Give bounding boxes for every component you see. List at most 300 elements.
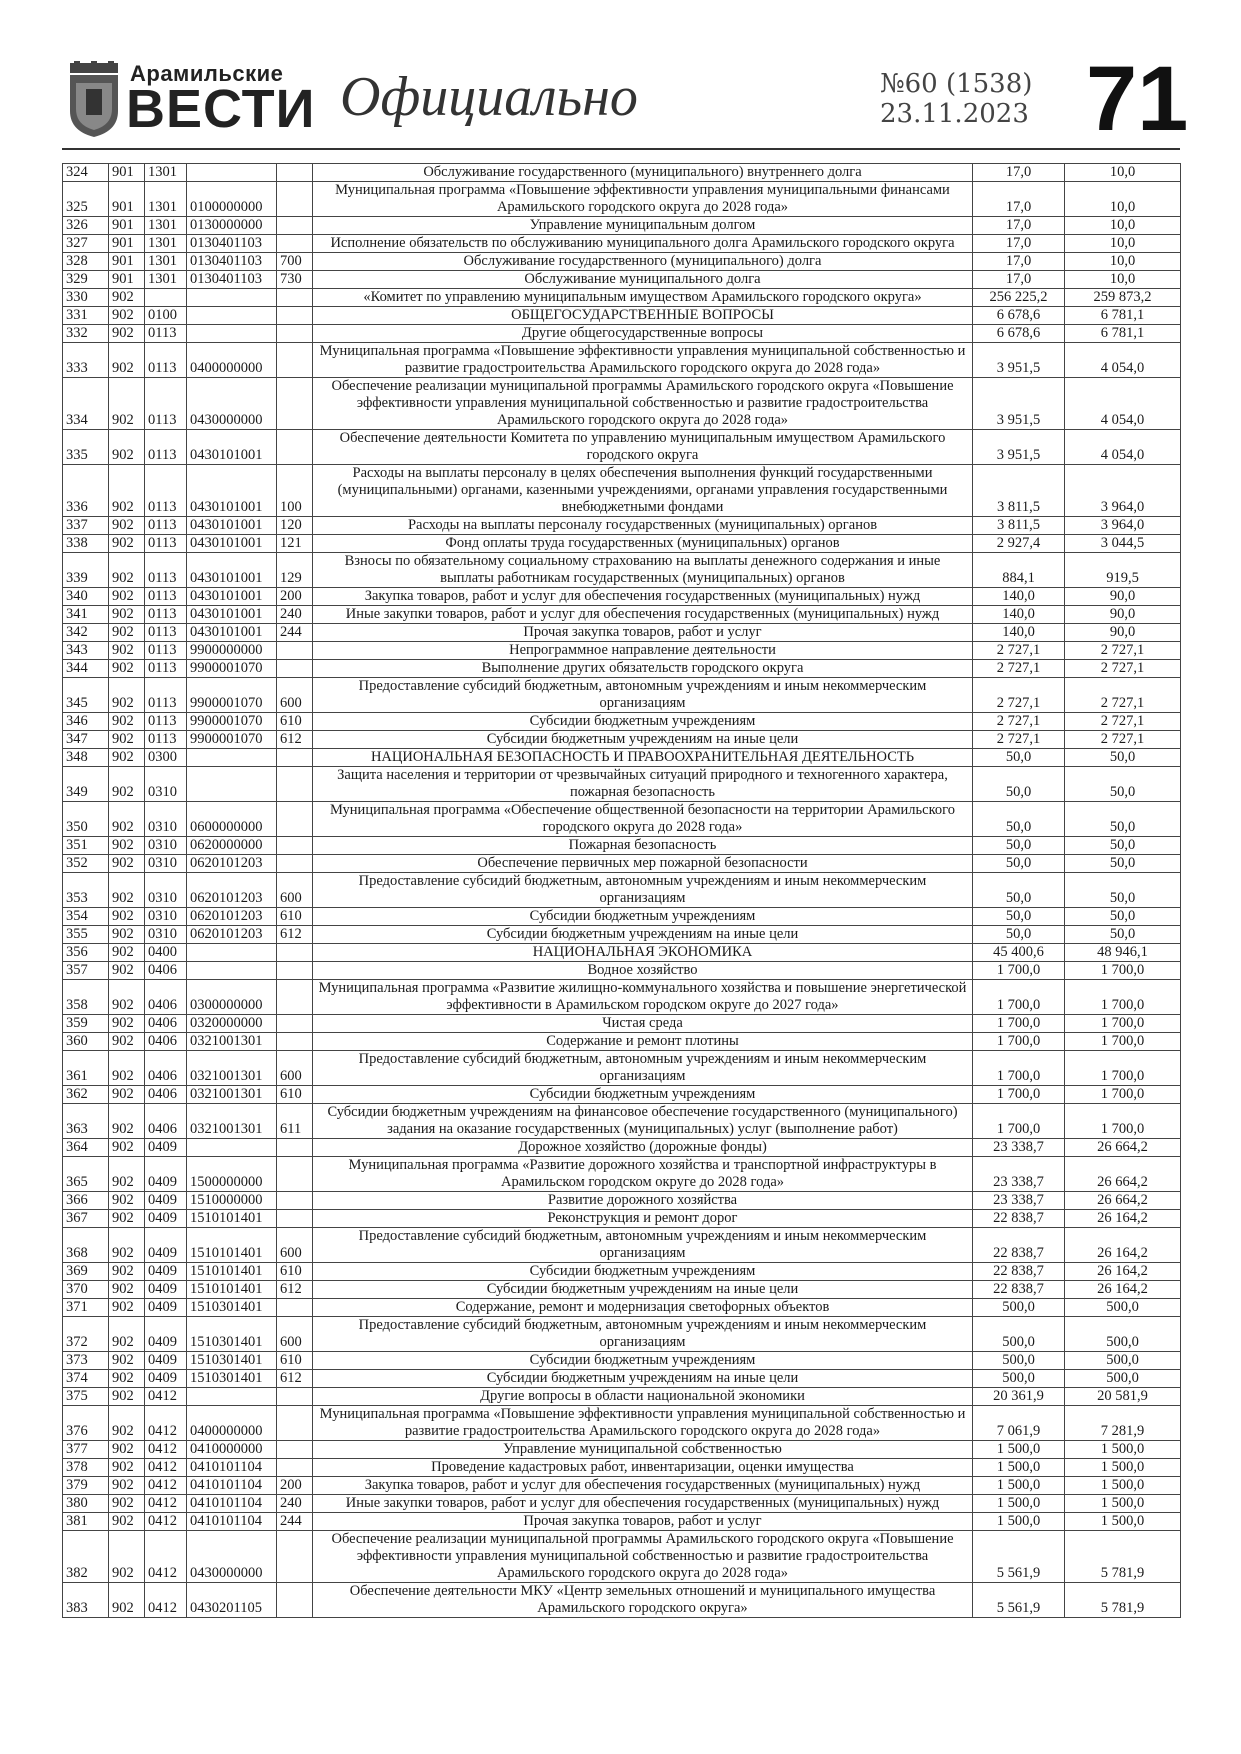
amount-2026-cell: 10,0 (1065, 182, 1181, 217)
amount-2026-cell: 4 054,0 (1065, 430, 1181, 465)
target-code-cell (187, 307, 277, 325)
section-code-cell: 1301 (145, 235, 187, 253)
expense-type-cell (277, 767, 313, 802)
row-number-cell: 345 (63, 678, 109, 713)
section-code-cell: 0409 (145, 1317, 187, 1352)
description-cell: Другие общегосударственные вопросы (313, 325, 973, 343)
expense-type-cell (277, 944, 313, 962)
description-cell: Водное хозяйство (313, 962, 973, 980)
ministry-code-cell: 902 (109, 553, 145, 588)
row-number-cell: 339 (63, 553, 109, 588)
table-row (63, 749, 1181, 767)
amount-2026-cell: 5 781,9 (1065, 1583, 1181, 1618)
row-number-cell: 328 (63, 253, 109, 271)
amount-2026-cell: 2 727,1 (1065, 678, 1181, 713)
expense-type-cell: 612 (277, 1281, 313, 1299)
amount-2025-cell: 256 225,2 (973, 289, 1065, 307)
expense-type-cell: 240 (277, 606, 313, 624)
ministry-code-cell: 902 (109, 1406, 145, 1441)
description-cell: Закупка товаров, работ и услуг для обеспечения государственных (муниципальных) нужд (313, 1477, 973, 1495)
expense-type-cell (277, 430, 313, 465)
ministry-code-cell: 902 (109, 713, 145, 731)
table-row (63, 908, 1181, 926)
table-row (63, 1531, 1181, 1583)
ministry-code-cell: 901 (109, 271, 145, 289)
description-cell: Муниципальная программа «Развитие дорожного хозяйства и транспортной инфраструктуры в Арамильском городском округе до 2028 года» (313, 1157, 973, 1192)
amount-2025-cell: 17,0 (973, 271, 1065, 289)
row-number-cell: 347 (63, 731, 109, 749)
target-code-cell: 0620000000 (187, 837, 277, 855)
amount-2026-cell: 1 700,0 (1065, 1033, 1181, 1051)
row-number-cell: 367 (63, 1210, 109, 1228)
ministry-code-cell: 902 (109, 1263, 145, 1281)
amount-2025-cell: 2 727,1 (973, 731, 1065, 749)
table-row (63, 660, 1181, 678)
amount-2026-cell: 4 054,0 (1065, 343, 1181, 378)
expense-type-cell (277, 1459, 313, 1477)
ministry-code-cell: 902 (109, 307, 145, 325)
description-cell: Субсидии бюджетным учреждениям (313, 1352, 973, 1370)
ministry-code-cell: 902 (109, 1388, 145, 1406)
description-cell: Муниципальная программа «Повышение эффективности управления муниципальными финансами Арамильского городского округа до 2028 года» (313, 182, 973, 217)
target-code-cell: 1510301401 (187, 1317, 277, 1352)
target-code-cell: 0430101001 (187, 624, 277, 642)
amount-2026-cell: 2 727,1 (1065, 660, 1181, 678)
amount-2025-cell: 2 927,4 (973, 535, 1065, 553)
target-code-cell: 0130000000 (187, 217, 277, 235)
section-code-cell: 0406 (145, 962, 187, 980)
section-code-cell: 0113 (145, 553, 187, 588)
amount-2025-cell: 50,0 (973, 908, 1065, 926)
ministry-code-cell: 902 (109, 1033, 145, 1051)
ministry-code-cell: 902 (109, 926, 145, 944)
amount-2026-cell: 4 054,0 (1065, 378, 1181, 430)
description-cell: Пожарная безопасность (313, 837, 973, 855)
ministry-code-cell: 902 (109, 1495, 145, 1513)
amount-2026-cell: 1 500,0 (1065, 1513, 1181, 1531)
row-number-cell: 351 (63, 837, 109, 855)
row-number-cell: 332 (63, 325, 109, 343)
expense-type-cell (277, 1531, 313, 1583)
expense-type-cell (277, 378, 313, 430)
row-number-cell: 383 (63, 1583, 109, 1618)
target-code-cell: 0430101001 (187, 430, 277, 465)
target-code-cell: 0430201105 (187, 1583, 277, 1618)
row-number-cell: 371 (63, 1299, 109, 1317)
section-code-cell: 0412 (145, 1406, 187, 1441)
amount-2026-cell: 1 700,0 (1065, 1104, 1181, 1139)
amount-2026-cell: 1 700,0 (1065, 1015, 1181, 1033)
ministry-code-cell: 902 (109, 1086, 145, 1104)
expense-type-cell: 610 (277, 1263, 313, 1281)
row-number-cell: 331 (63, 307, 109, 325)
ministry-code-cell: 902 (109, 343, 145, 378)
table-row (63, 837, 1181, 855)
row-number-cell: 342 (63, 624, 109, 642)
target-code-cell (187, 1388, 277, 1406)
section-code-cell: 0310 (145, 837, 187, 855)
amount-2025-cell: 1 500,0 (973, 1495, 1065, 1513)
table-row (63, 1157, 1181, 1192)
section-code-cell: 0409 (145, 1139, 187, 1157)
section-code-cell: 1301 (145, 182, 187, 217)
description-cell: Предоставление субсидий бюджетным, автономным учреждениям и иным некоммерческим организациям (313, 1317, 973, 1352)
target-code-cell: 0410101104 (187, 1477, 277, 1495)
description-cell: Обеспечение реализации муниципальной программы Арамильского городского округа «Повышение эффективности управления муниципальной собственностью и развитие градостроительства Арамильского городского округа до 2028 года» (313, 378, 973, 430)
row-number-cell: 359 (63, 1015, 109, 1033)
amount-2026-cell: 919,5 (1065, 553, 1181, 588)
section-code-cell: 0409 (145, 1370, 187, 1388)
amount-2025-cell: 6 678,6 (973, 325, 1065, 343)
ministry-code-cell: 902 (109, 731, 145, 749)
section-code-cell: 0113 (145, 378, 187, 430)
target-code-cell: 0320000000 (187, 1015, 277, 1033)
section-code-cell: 0409 (145, 1281, 187, 1299)
expense-type-cell: 700 (277, 253, 313, 271)
section-code-cell: 0113 (145, 731, 187, 749)
amount-2025-cell: 22 838,7 (973, 1263, 1065, 1281)
expense-type-cell (277, 307, 313, 325)
table-row (63, 1406, 1181, 1441)
section-code-cell: 1301 (145, 217, 187, 235)
row-number-cell: 335 (63, 430, 109, 465)
table-row (63, 731, 1181, 749)
description-cell: Муниципальная программа «Развитие жилищно-коммунального хозяйства и повышение энергетической эффективности в Арамильском городском округе до 2027 года» (313, 980, 973, 1015)
amount-2026-cell: 1 500,0 (1065, 1441, 1181, 1459)
amount-2025-cell: 1 700,0 (973, 1104, 1065, 1139)
amount-2025-cell: 500,0 (973, 1317, 1065, 1352)
table-row (63, 873, 1181, 908)
amount-2026-cell: 90,0 (1065, 588, 1181, 606)
table-row (63, 1210, 1181, 1228)
target-code-cell (187, 164, 277, 182)
description-cell: Чистая среда (313, 1015, 973, 1033)
description-cell: Защита населения и территории от чрезвычайных ситуаций природного и техногенного характера, пожарная безопасность (313, 767, 973, 802)
description-cell: Субсидии бюджетным учреждениям на иные цели (313, 1370, 973, 1388)
table-row (63, 1033, 1181, 1051)
target-code-cell: 0620101203 (187, 855, 277, 873)
description-cell: Прочая закупка товаров, работ и услуг (313, 1513, 973, 1531)
table-row (63, 980, 1181, 1015)
amount-2025-cell: 1 700,0 (973, 1015, 1065, 1033)
ministry-code-cell: 902 (109, 944, 145, 962)
table-row (63, 517, 1181, 535)
section-code-cell: 0113 (145, 678, 187, 713)
ministry-code-cell: 902 (109, 1281, 145, 1299)
description-cell: Управление муниципальной собственностью (313, 1441, 973, 1459)
amount-2026-cell: 90,0 (1065, 606, 1181, 624)
expense-type-cell (277, 235, 313, 253)
section-code-cell: 0113 (145, 606, 187, 624)
table-row (63, 588, 1181, 606)
expense-type-cell: 612 (277, 731, 313, 749)
section-code-cell: 0409 (145, 1299, 187, 1317)
ministry-code-cell: 902 (109, 1157, 145, 1192)
target-code-cell: 0410101104 (187, 1495, 277, 1513)
target-code-cell: 0430101001 (187, 553, 277, 588)
ministry-code-cell: 902 (109, 1441, 145, 1459)
amount-2025-cell: 1 700,0 (973, 1086, 1065, 1104)
table-row (63, 642, 1181, 660)
expense-type-cell: 120 (277, 517, 313, 535)
target-code-cell: 1510101401 (187, 1281, 277, 1299)
target-code-cell: 1500000000 (187, 1157, 277, 1192)
description-cell: Предоставление субсидий бюджетным, автономным учреждениям и иным некоммерческим организациям (313, 1228, 973, 1263)
target-code-cell: 9900001070 (187, 731, 277, 749)
amount-2026-cell: 26 664,2 (1065, 1139, 1181, 1157)
row-number-cell: 325 (63, 182, 109, 217)
target-code-cell: 0620101203 (187, 873, 277, 908)
description-cell: ОБЩЕГОСУДАРСТВЕННЫЕ ВОПРОСЫ (313, 307, 973, 325)
target-code-cell (187, 1139, 277, 1157)
table-row (63, 1104, 1181, 1139)
table-row (63, 1281, 1181, 1299)
row-number-cell: 350 (63, 802, 109, 837)
description-cell: Дорожное хозяйство (дорожные фонды) (313, 1139, 973, 1157)
ministry-code-cell: 901 (109, 253, 145, 271)
amount-2026-cell: 26 164,2 (1065, 1210, 1181, 1228)
amount-2025-cell: 500,0 (973, 1370, 1065, 1388)
row-number-cell: 324 (63, 164, 109, 182)
issue-number: №60 (1538) (880, 69, 1033, 99)
row-number-cell: 326 (63, 217, 109, 235)
section-code-cell: 0406 (145, 1033, 187, 1051)
expense-type-cell (277, 855, 313, 873)
amount-2025-cell: 1 500,0 (973, 1459, 1065, 1477)
target-code-cell: 0321001301 (187, 1033, 277, 1051)
section-code-cell: 0310 (145, 767, 187, 802)
table-row (63, 944, 1181, 962)
ministry-code-cell: 902 (109, 1477, 145, 1495)
table-row (63, 1139, 1181, 1157)
table-row (63, 1441, 1181, 1459)
section-code-cell: 0406 (145, 1104, 187, 1139)
expense-type-cell: 600 (277, 1317, 313, 1352)
section-code-cell: 0310 (145, 873, 187, 908)
amount-2025-cell: 5 561,9 (973, 1531, 1065, 1583)
row-number-cell: 344 (63, 660, 109, 678)
description-cell: Взносы по обязательному социальному страхованию на выплаты денежного содержания и иные выплаты работникам государственных (муниципальных) органов (313, 553, 973, 588)
table-row (63, 1583, 1181, 1618)
amount-2025-cell: 50,0 (973, 837, 1065, 855)
row-number-cell: 364 (63, 1139, 109, 1157)
expense-type-cell: 100 (277, 465, 313, 517)
table-row (63, 1495, 1181, 1513)
amount-2026-cell: 500,0 (1065, 1352, 1181, 1370)
expense-type-cell: 610 (277, 908, 313, 926)
table-row (63, 1263, 1181, 1281)
amount-2025-cell: 1 500,0 (973, 1441, 1065, 1459)
section-code-cell: 0113 (145, 713, 187, 731)
expense-type-cell (277, 802, 313, 837)
table-row (63, 271, 1181, 289)
amount-2026-cell: 500,0 (1065, 1299, 1181, 1317)
row-number-cell: 360 (63, 1033, 109, 1051)
amount-2025-cell: 5 561,9 (973, 1583, 1065, 1618)
ministry-code-cell: 902 (109, 1104, 145, 1139)
expense-type-cell (277, 749, 313, 767)
target-code-cell: 9900001070 (187, 713, 277, 731)
amount-2026-cell: 1 700,0 (1065, 962, 1181, 980)
ministry-code-cell: 902 (109, 588, 145, 606)
page-header (62, 48, 1189, 150)
description-cell: НАЦИОНАЛЬНАЯ БЕЗОПАСНОСТЬ И ПРАВООХРАНИТЕЛЬНАЯ ДЕЯТЕЛЬНОСТЬ (313, 749, 973, 767)
amount-2025-cell: 2 727,1 (973, 713, 1065, 731)
row-number-cell: 378 (63, 1459, 109, 1477)
expense-type-cell (277, 1406, 313, 1441)
ministry-code-cell: 902 (109, 624, 145, 642)
section-code-cell: 0113 (145, 517, 187, 535)
target-code-cell: 9900001070 (187, 678, 277, 713)
section-code-cell: 0409 (145, 1352, 187, 1370)
target-code-cell: 0430000000 (187, 1531, 277, 1583)
expense-type-cell: 611 (277, 1104, 313, 1139)
description-cell: Обслуживание государственного (муниципального) внутреннего долга (313, 164, 973, 182)
description-cell: Субсидии бюджетным учреждениям (313, 713, 973, 731)
amount-2026-cell: 20 581,9 (1065, 1388, 1181, 1406)
amount-2026-cell: 5 781,9 (1065, 1531, 1181, 1583)
logo-small-text: Арамильские (130, 61, 284, 86)
amount-2026-cell: 26 664,2 (1065, 1157, 1181, 1192)
section-code-cell (145, 289, 187, 307)
expense-type-cell: 600 (277, 1051, 313, 1086)
table-row (63, 606, 1181, 624)
ministry-code-cell: 902 (109, 749, 145, 767)
ministry-code-cell: 902 (109, 465, 145, 517)
ministry-code-cell: 902 (109, 802, 145, 837)
row-number-cell: 337 (63, 517, 109, 535)
section-code-cell: 0406 (145, 1015, 187, 1033)
description-cell: Предоставление субсидий бюджетным, автономным учреждениям и иным некоммерческим организациям (313, 678, 973, 713)
table-row (63, 465, 1181, 517)
section-code-cell: 0310 (145, 908, 187, 926)
description-cell: Муниципальная программа «Повышение эффективности управления муниципальной собственностью и развитие градостроительства Арамильского городского округа до 2028 года» (313, 1406, 973, 1441)
amount-2025-cell: 1 700,0 (973, 1033, 1065, 1051)
issue-info (880, 69, 1032, 129)
table-row (63, 430, 1181, 465)
expense-type-cell: 244 (277, 1513, 313, 1531)
section-code-cell: 0113 (145, 642, 187, 660)
ministry-code-cell: 902 (109, 1583, 145, 1618)
expense-type-cell (277, 642, 313, 660)
amount-2026-cell: 10,0 (1065, 217, 1181, 235)
table-row (63, 802, 1181, 837)
amount-2026-cell: 6 781,1 (1065, 325, 1181, 343)
section-code-cell: 0406 (145, 1086, 187, 1104)
description-cell: Обеспечение деятельности МКУ «Центр земельных отношений и муниципального имущества Арамильского городского округа» (313, 1583, 973, 1618)
row-number-cell: 349 (63, 767, 109, 802)
row-number-cell: 334 (63, 378, 109, 430)
row-number-cell: 327 (63, 235, 109, 253)
row-number-cell: 375 (63, 1388, 109, 1406)
table-row (63, 325, 1181, 343)
description-cell: Непрограммное направление деятельности (313, 642, 973, 660)
amount-2026-cell: 50,0 (1065, 908, 1181, 926)
row-number-cell: 341 (63, 606, 109, 624)
target-code-cell: 0130401103 (187, 253, 277, 271)
description-cell: Развитие дорожного хозяйства (313, 1192, 973, 1210)
table-row (63, 1370, 1181, 1388)
target-code-cell: 0400000000 (187, 1406, 277, 1441)
table-row (63, 1192, 1181, 1210)
amount-2025-cell: 3 951,5 (973, 378, 1065, 430)
amount-2026-cell: 1 500,0 (1065, 1459, 1181, 1477)
expense-type-cell (277, 325, 313, 343)
expense-type-cell (277, 1157, 313, 1192)
amount-2026-cell: 26 164,2 (1065, 1228, 1181, 1263)
ministry-code-cell: 902 (109, 1299, 145, 1317)
amount-2026-cell: 10,0 (1065, 253, 1181, 271)
table-row (63, 1477, 1181, 1495)
description-cell: Расходы на выплаты персоналу государственных (муниципальных) органов (313, 517, 973, 535)
section-code-cell: 0412 (145, 1477, 187, 1495)
amount-2025-cell: 22 838,7 (973, 1281, 1065, 1299)
target-code-cell (187, 767, 277, 802)
target-code-cell: 0410101104 (187, 1513, 277, 1531)
section-code-cell: 0113 (145, 588, 187, 606)
amount-2026-cell: 50,0 (1065, 855, 1181, 873)
section-code-cell: 0412 (145, 1513, 187, 1531)
amount-2025-cell: 2 727,1 (973, 678, 1065, 713)
description-cell: «Комитет по управлению муниципальным имуществом Арамильского городского округа» (313, 289, 973, 307)
section-code-cell: 0310 (145, 802, 187, 837)
expense-type-cell: 610 (277, 1086, 313, 1104)
amount-2025-cell: 884,1 (973, 553, 1065, 588)
amount-2025-cell: 20 361,9 (973, 1388, 1065, 1406)
target-code-cell: 9900000000 (187, 642, 277, 660)
amount-2026-cell: 1 500,0 (1065, 1495, 1181, 1513)
target-code-cell: 0321001301 (187, 1086, 277, 1104)
section-code-cell: 0412 (145, 1388, 187, 1406)
section-code-cell: 0409 (145, 1210, 187, 1228)
section-code-cell: 0409 (145, 1157, 187, 1192)
ministry-code-cell: 902 (109, 1139, 145, 1157)
row-number-cell: 346 (63, 713, 109, 731)
amount-2026-cell: 50,0 (1065, 802, 1181, 837)
expense-type-cell: 600 (277, 678, 313, 713)
table-row (63, 1459, 1181, 1477)
ministry-code-cell: 901 (109, 164, 145, 182)
amount-2025-cell: 1 700,0 (973, 980, 1065, 1015)
ministry-code-cell: 902 (109, 378, 145, 430)
amount-2025-cell: 7 061,9 (973, 1406, 1065, 1441)
row-number-cell: 361 (63, 1051, 109, 1086)
ministry-code-cell: 902 (109, 642, 145, 660)
table-row (63, 624, 1181, 642)
table-row (63, 1051, 1181, 1086)
amount-2026-cell: 2 727,1 (1065, 731, 1181, 749)
amount-2026-cell: 26 664,2 (1065, 1192, 1181, 1210)
section-code-cell: 0409 (145, 1263, 187, 1281)
expense-type-cell (277, 1139, 313, 1157)
ministry-code-cell: 902 (109, 1228, 145, 1263)
row-number-cell: 377 (63, 1441, 109, 1459)
amount-2025-cell: 22 838,7 (973, 1228, 1065, 1263)
amount-2026-cell: 3 044,5 (1065, 535, 1181, 553)
description-cell: Проведение кадастровых работ, инвентаризации, оценки имущества (313, 1459, 973, 1477)
description-cell: Выполнение других обязательств городского округа (313, 660, 973, 678)
row-number-cell: 353 (63, 873, 109, 908)
description-cell: Другие вопросы в области национальной экономики (313, 1388, 973, 1406)
amount-2026-cell: 500,0 (1065, 1317, 1181, 1352)
amount-2025-cell: 2 727,1 (973, 642, 1065, 660)
ministry-code-cell: 901 (109, 217, 145, 235)
row-number-cell: 329 (63, 271, 109, 289)
ministry-code-cell: 902 (109, 289, 145, 307)
description-cell: Субсидии бюджетным учреждениям на иные цели (313, 926, 973, 944)
row-number-cell: 369 (63, 1263, 109, 1281)
amount-2026-cell: 10,0 (1065, 164, 1181, 182)
